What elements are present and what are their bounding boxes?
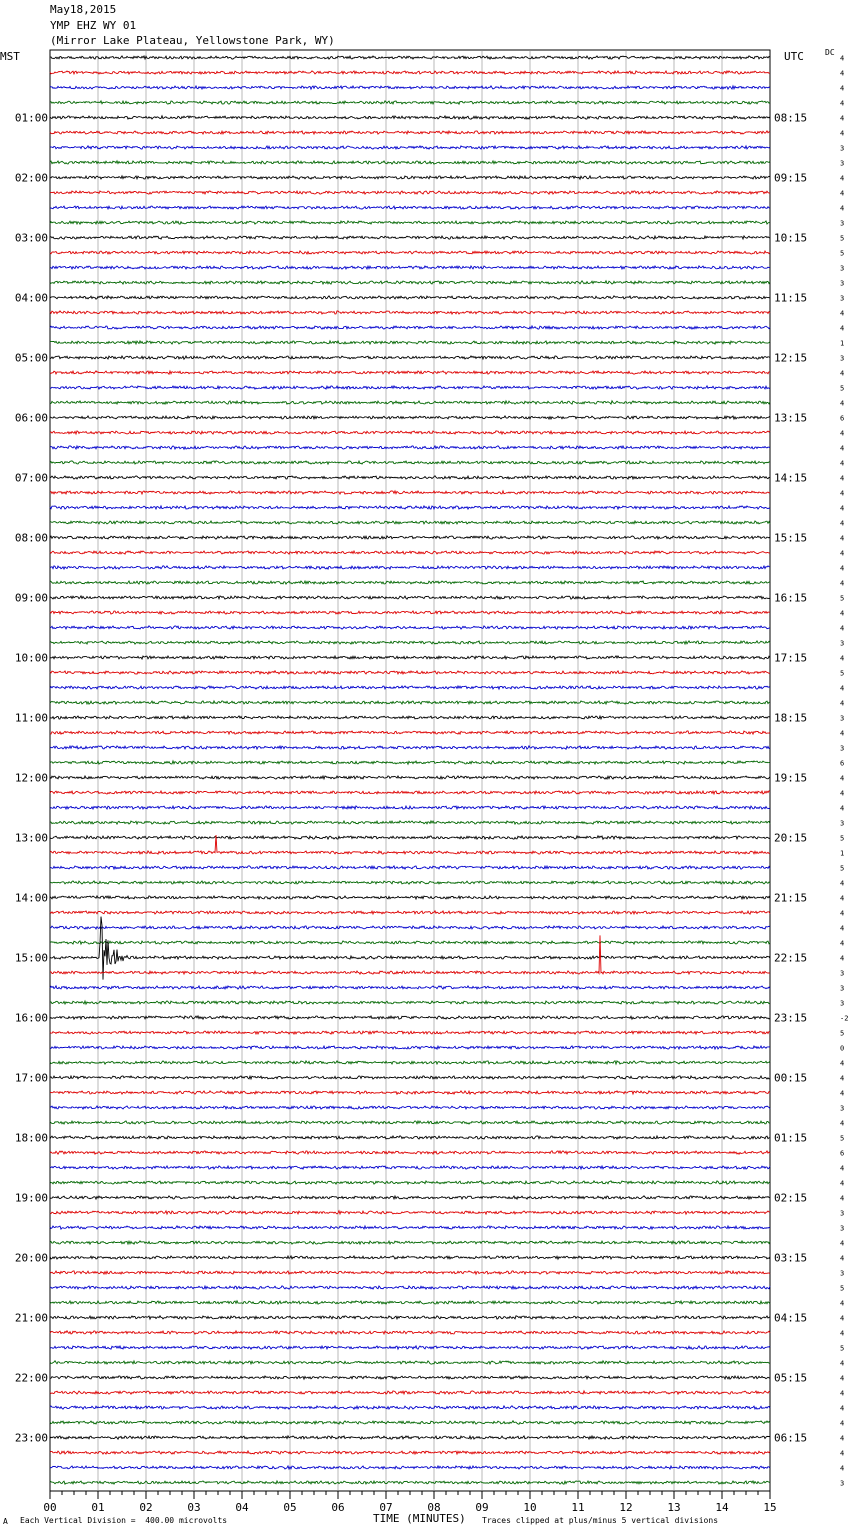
dc-offset-label: 4 (840, 54, 845, 63)
dc-offset-label: -2 (840, 1014, 849, 1023)
x-tick-label: 13 (667, 1501, 681, 1514)
dc-offset-label: 5 (840, 594, 845, 603)
dc-offset-label: 3 (840, 1209, 845, 1218)
trace-line (50, 1451, 770, 1454)
trace-line (50, 776, 770, 779)
right-time-label: 06:15 (774, 1431, 808, 1445)
dc-offset-label: 4 (840, 1074, 845, 1083)
trace-line (50, 416, 770, 419)
dc-offset-label: 1 (840, 339, 845, 348)
footer-mark: A (3, 1517, 8, 1526)
trace-line (50, 1331, 770, 1334)
dc-offset-label: 3 (840, 279, 845, 288)
trace-line (50, 386, 770, 389)
dc-offset-label: 4 (840, 549, 845, 558)
trace-line (50, 176, 770, 179)
trace-line (50, 1481, 770, 1484)
dc-offset-label: 4 (840, 579, 845, 588)
x-tick-label: 04 (235, 1501, 249, 1514)
x-tick-label: 02 (139, 1501, 153, 1514)
trace-line (50, 926, 770, 929)
dc-offset-label: 4 (840, 624, 845, 633)
dc-offset-label: 4 (840, 729, 845, 738)
right-time-label: 03:15 (774, 1251, 808, 1265)
dc-offset-label: 3 (840, 744, 845, 753)
right-time-label: 18:15 (774, 711, 808, 725)
trace-line (50, 1136, 770, 1139)
trace-line (50, 806, 770, 809)
trace-line (50, 986, 770, 989)
trace-line (50, 341, 770, 344)
dc-offset-label: 4 (840, 939, 845, 948)
trace-line (50, 791, 770, 794)
right-time-label: 20:15 (774, 831, 808, 845)
left-time-label: 21:00 (14, 1311, 48, 1325)
left-timezone-label: MST (0, 50, 20, 63)
dc-offset-label: 3 (840, 159, 845, 168)
trace-line (50, 1076, 770, 1079)
dc-offset-label: 4 (840, 114, 845, 123)
header-date: May18,2015 (50, 3, 117, 16)
left-time-label: 01:00 (14, 111, 48, 125)
left-time-label: 12:00 (14, 771, 48, 785)
dc-offset-label: 3 (840, 1479, 845, 1488)
dc-offset-label: 4 (840, 519, 845, 528)
trace-line (50, 566, 770, 569)
trace-line (50, 626, 770, 629)
trace-line (50, 611, 770, 614)
dc-offset-label: 3 (840, 999, 845, 1008)
trace-line (50, 917, 770, 980)
dc-offset-label: 3 (840, 1104, 845, 1113)
trace-line (50, 551, 770, 554)
dc-offset-label: 4 (840, 504, 845, 513)
trace-line (50, 881, 770, 884)
x-tick-label: 05 (283, 1501, 297, 1514)
dc-offset-label: 4 (840, 909, 845, 918)
trace-line (50, 1436, 770, 1439)
dc-offset-label: 3 (840, 639, 845, 648)
left-time-label: 16:00 (14, 1011, 48, 1025)
trace-line (50, 1106, 770, 1109)
dc-offset-label: 4 (840, 699, 845, 708)
trace-line (50, 746, 770, 749)
trace-line (50, 1061, 770, 1064)
right-time-label: 01:15 (774, 1131, 808, 1145)
right-time-label: 08:15 (774, 111, 808, 125)
x-tick-label: 14 (715, 1501, 729, 1514)
trace-line (50, 281, 770, 284)
dc-offset-label: 4 (840, 1179, 845, 1188)
dc-offset-label: 4 (840, 324, 845, 333)
left-time-label: 13:00 (14, 831, 48, 845)
dc-offset-label: 4 (840, 684, 845, 693)
x-tick-label: 12 (619, 1501, 633, 1514)
left-time-label: 17:00 (14, 1071, 48, 1085)
left-time-label: 19:00 (14, 1191, 48, 1205)
trace-line (50, 71, 770, 74)
right-time-label: 00:15 (774, 1071, 808, 1085)
trace-line (50, 1256, 770, 1259)
right-time-label: 04:15 (774, 1311, 808, 1325)
left-time-label: 11:00 (14, 711, 48, 725)
dc-offset-label: 4 (840, 1194, 845, 1203)
trace-line (50, 86, 770, 89)
x-tick-label: 15 (763, 1501, 777, 1514)
dc-offset-label: 0 (840, 1044, 845, 1053)
left-time-label: 10:00 (14, 651, 48, 665)
trace-line (50, 326, 770, 329)
trace-line (50, 1016, 770, 1019)
trace-line (50, 476, 770, 479)
trace-line (50, 1301, 770, 1304)
dc-offset-label: 4 (840, 69, 845, 78)
dc-column-label: DC (825, 48, 835, 57)
trace-line (50, 686, 770, 689)
right-time-label: 10:15 (774, 231, 808, 245)
trace-line (50, 896, 770, 899)
trace-line (50, 1241, 770, 1244)
trace-line (50, 401, 770, 404)
dc-offset-label: 5 (840, 834, 845, 843)
dc-offset-label: 3 (840, 354, 845, 363)
trace-line (50, 1346, 770, 1349)
dc-offset-label: 4 (840, 924, 845, 933)
dc-offset-label: 6 (840, 414, 845, 423)
trace-line (50, 536, 770, 539)
left-time-label: 22:00 (14, 1371, 48, 1385)
dc-offset-label: 5 (840, 1134, 845, 1143)
dc-offset-label: 4 (840, 1059, 845, 1068)
trace-line (50, 236, 770, 239)
dc-offset-label: 3 (840, 969, 845, 978)
x-tick-label: 08 (427, 1501, 441, 1514)
trace-line (50, 1466, 770, 1469)
dc-offset-label: 3 (840, 819, 845, 828)
left-time-label: 09:00 (14, 591, 48, 605)
dc-offset-label: 6 (840, 1149, 845, 1158)
left-time-label: 05:00 (14, 351, 48, 365)
left-time-label: 20:00 (14, 1251, 48, 1265)
left-time-label: 08:00 (14, 531, 48, 545)
right-time-label: 21:15 (774, 891, 808, 905)
left-time-label: 07:00 (14, 471, 48, 485)
trace-line (50, 206, 770, 209)
dc-offset-label: 4 (840, 1299, 845, 1308)
dc-offset-label: 4 (840, 1434, 845, 1443)
right-time-label: 19:15 (774, 771, 808, 785)
trace-line (50, 506, 770, 509)
trace-line (50, 641, 770, 644)
right-time-label: 15:15 (774, 531, 808, 545)
right-time-label: 17:15 (774, 651, 808, 665)
trace-line (50, 56, 770, 59)
trace-line (50, 1271, 770, 1274)
right-time-label: 13:15 (774, 411, 808, 425)
dc-offset-label: 4 (840, 369, 845, 378)
trace-line (50, 431, 770, 434)
trace-line (50, 1211, 770, 1214)
x-tick-label: 03 (187, 1501, 201, 1514)
dc-offset-label: 4 (840, 1389, 845, 1398)
dc-offset-label: 4 (840, 189, 845, 198)
trace-line (50, 446, 770, 449)
x-tick-label: 07 (379, 1501, 393, 1514)
dc-offset-label: 4 (840, 654, 845, 663)
trace-line (50, 191, 770, 194)
trace-line (50, 656, 770, 659)
trace-line (50, 356, 770, 359)
dc-offset-label: 4 (840, 84, 845, 93)
right-time-label: 09:15 (774, 171, 808, 185)
trace-line (50, 716, 770, 719)
trace-line (50, 1166, 770, 1169)
left-time-label: 18:00 (14, 1131, 48, 1145)
trace-line (50, 1151, 770, 1154)
dc-offset-label: 4 (840, 564, 845, 573)
dc-offset-label: 1 (840, 849, 845, 858)
dc-offset-label: 3 (840, 1269, 845, 1278)
dc-offset-label: 4 (840, 129, 845, 138)
left-time-label: 15:00 (14, 951, 48, 965)
trace-line (50, 1421, 770, 1424)
dc-offset-label: 4 (840, 174, 845, 183)
right-time-label: 02:15 (774, 1191, 808, 1205)
dc-offset-label: 4 (840, 1164, 845, 1173)
dc-offset-label: 4 (840, 459, 845, 468)
dc-offset-label: 3 (840, 294, 845, 303)
dc-offset-label: 4 (840, 1464, 845, 1473)
dc-offset-label: 4 (840, 1449, 845, 1458)
dc-offset-label: 4 (840, 1404, 845, 1413)
right-time-label: 12:15 (774, 351, 808, 365)
dc-offset-label: 4 (840, 1254, 845, 1263)
dc-offset-label: 4 (840, 804, 845, 813)
trace-line (50, 146, 770, 149)
trace-line (50, 1196, 770, 1199)
dc-offset-label: 4 (840, 1089, 845, 1098)
dc-offset-label: 6 (840, 759, 845, 768)
right-time-label: 22:15 (774, 951, 808, 965)
dc-offset-label: 4 (840, 444, 845, 453)
dc-offset-label: 4 (840, 99, 845, 108)
trace-line (50, 581, 770, 584)
dc-offset-label: 4 (840, 534, 845, 543)
trace-line (50, 1361, 770, 1364)
dc-offset-label: 4 (840, 789, 845, 798)
dc-offset-label: 4 (840, 1239, 845, 1248)
dc-offset-label: 4 (840, 489, 845, 498)
dc-offset-label: 3 (840, 984, 845, 993)
dc-offset-label: 5 (840, 669, 845, 678)
right-time-label: 14:15 (774, 471, 808, 485)
dc-offset-label: 4 (840, 1119, 845, 1128)
x-axis-title: TIME (MINUTES) (373, 1512, 466, 1525)
dc-offset-label: 4 (840, 309, 845, 318)
left-time-label: 04:00 (14, 291, 48, 305)
right-time-label: 05:15 (774, 1371, 808, 1385)
trace-line (50, 1406, 770, 1409)
dc-offset-label: 3 (840, 219, 845, 228)
dc-offset-label: 4 (840, 894, 845, 903)
dc-offset-label: 4 (840, 1374, 845, 1383)
trace-line (50, 911, 770, 914)
dc-offset-label: 4 (840, 609, 845, 618)
trace-line (50, 1226, 770, 1229)
trace-line (50, 161, 770, 164)
trace-line (50, 296, 770, 299)
left-time-label: 02:00 (14, 171, 48, 185)
right-time-label: 23:15 (774, 1011, 808, 1025)
trace-line (50, 1376, 770, 1379)
dc-offset-label: 4 (840, 1359, 845, 1368)
dc-offset-label: 4 (840, 774, 845, 783)
trace-line (50, 521, 770, 524)
dc-offset-label: 4 (840, 1419, 845, 1428)
trace-line (50, 131, 770, 134)
dc-offset-label: 5 (840, 384, 845, 393)
right-timezone-label: UTC (784, 50, 804, 63)
dc-offset-label: 5 (840, 1284, 845, 1293)
trace-line (50, 731, 770, 734)
header-location: (Mirror Lake Plateau, Yellowstone Park, WY) (50, 34, 335, 47)
scale-note: Each Vertical Division = 400.00 microvolts (20, 1516, 228, 1525)
trace-line (50, 101, 770, 104)
left-time-label: 14:00 (14, 891, 48, 905)
x-tick-label: 10 (523, 1501, 537, 1514)
dc-offset-label: 4 (840, 954, 845, 963)
dc-offset-label: 5 (840, 1029, 845, 1038)
dc-offset-label: 4 (840, 204, 845, 213)
left-time-label: 23:00 (14, 1431, 48, 1445)
trace-line (50, 1181, 770, 1184)
trace-line (50, 1286, 770, 1289)
trace-line (50, 1391, 770, 1394)
trace-line (50, 1046, 770, 1049)
trace-line (50, 371, 770, 374)
trace-line (50, 1001, 770, 1004)
dc-offset-label: 3 (840, 144, 845, 153)
trace-line (50, 941, 770, 944)
x-tick-label: 06 (331, 1501, 345, 1514)
right-time-label: 11:15 (774, 291, 808, 305)
trace-line (50, 701, 770, 704)
dc-offset-label: 4 (840, 474, 845, 483)
dc-offset-label: 4 (840, 429, 845, 438)
dc-offset-label: 4 (840, 1329, 845, 1338)
trace-line (50, 1121, 770, 1124)
dc-offset-label: 4 (840, 399, 845, 408)
trace-line (50, 1031, 770, 1034)
dc-offset-label: 3 (840, 264, 845, 273)
x-tick-label: 01 (91, 1501, 105, 1514)
left-time-label: 06:00 (14, 411, 48, 425)
right-time-label: 16:15 (774, 591, 808, 605)
header-station: YMP EHZ WY 01 (50, 19, 137, 32)
plot-frame (50, 50, 770, 1491)
dc-offset-label: 5 (840, 234, 845, 243)
dc-offset-label: 3 (840, 714, 845, 723)
trace-line (50, 116, 770, 119)
trace-line (50, 1091, 770, 1094)
trace-line (50, 1316, 770, 1319)
dc-offset-label: 5 (840, 1344, 845, 1353)
x-tick-label: 09 (475, 1501, 489, 1514)
trace-line (50, 671, 770, 674)
trace-line (50, 266, 770, 269)
dc-offset-label: 5 (840, 864, 845, 873)
trace-line (50, 311, 770, 314)
trace-line (50, 821, 770, 824)
dc-offset-label: 3 (840, 1224, 845, 1233)
dc-offset-label: 5 (840, 249, 845, 258)
trace-line (50, 461, 770, 464)
clip-note: Traces clipped at plus/minus 5 vertical divisions (482, 1516, 719, 1525)
x-tick-label: 11 (571, 1501, 585, 1514)
x-tick-label: 00 (43, 1501, 57, 1514)
trace-line (50, 251, 770, 254)
trace-line (50, 491, 770, 494)
trace-line (50, 596, 770, 599)
trace-line (50, 866, 770, 869)
trace-line (50, 761, 770, 764)
dc-offset-label: 4 (840, 1314, 845, 1323)
dc-offset-label: 4 (840, 879, 845, 888)
trace-line (50, 221, 770, 224)
trace-line (50, 836, 770, 839)
left-time-label: 03:00 (14, 231, 48, 245)
